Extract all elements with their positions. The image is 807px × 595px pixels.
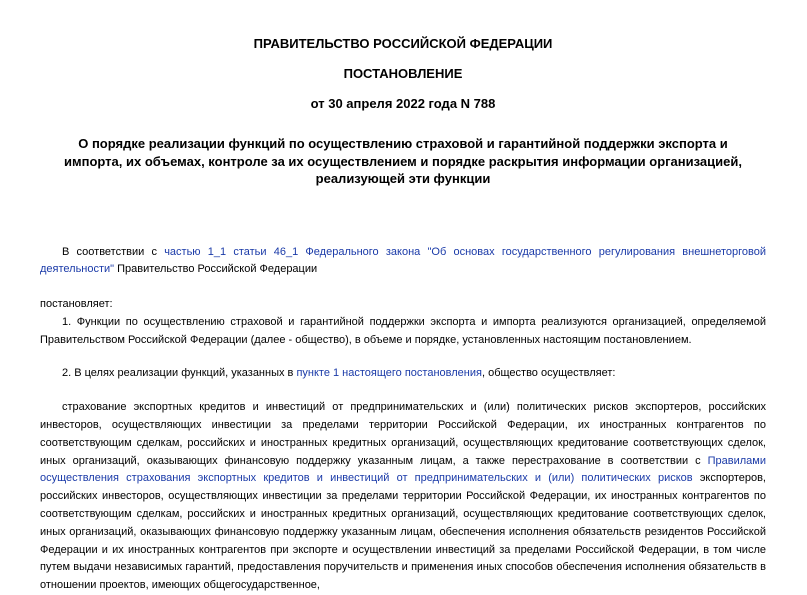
clause-2-text-before: 2. В целях реализации функций, указанных в (62, 367, 297, 380)
document-title: О порядке реализации функций по осуществлению страховой и гарантийной поддержки экспорта и импорта, их объемах, контроле за их осуществлением и порядке раскрытия информации организацией, реализующей эти функции (64, 136, 742, 186)
clause-2-text-after: , общество осуществляет: (481, 367, 616, 380)
clause-1-paragraph: 1. Функции по осуществлению страховой и гарантийной поддержки экспорта и импорта реализуются организацией, определяемой Правительством Российской Федерации (далее - общество), в объеме и порядке, установленных настоящим постановлением. (40, 315, 766, 346)
clause-2-paragraph (40, 365, 766, 383)
federal-law-link[interactable]: частью 1_1 статьи 46_1 Федерального закона "Об основах государственного регулирования внешнеторговой деятельности" (40, 245, 766, 276)
preamble-text-before: В соответствии с (62, 245, 165, 258)
government-heading: ПРАВИТЕЛЬСТВО РОССИЙСКОЙ ФЕДЕРАЦИИ (253, 36, 553, 51)
document-page (40, 0, 766, 595)
preamble-text-after: Правительство Российской Федерации (114, 263, 318, 276)
clause-2-item-paragraph (40, 399, 766, 595)
insurance-rules-link[interactable]: Правилами осуществления страхования экспортных кредитов и инвестиций от предпринимательских и (или) политических рисков (40, 454, 766, 485)
preamble-paragraph (40, 244, 766, 280)
clause-2-item-text-before: страхование экспортных кредитов и инвестиций от предпринимательских и (или) политических рисков экспортеров, российских инвесторов, осуществляющих инвестиции за пределами территории Российской Федерации, их иностранных контрагентов по соответствующим сделкам, российских и иностранных кредитных организаций, осуществляющих кредитование соответствующих сделок, иных организаций, оказывающих финансовую поддержку указанным лицам, а также перестрахование в соответствии с (40, 401, 766, 467)
date-number-heading: от 30 апреля 2022 года N 788 (310, 96, 496, 111)
clause-2-item-text-after: экспортеров, российских инвесторов, осуществляющих инвестиции за пределами территории Российской Федерации, их иностранных контрагентов по соответствующим сделкам, российских и иностранных кредитных организаций, осуществляющих кредитование соответствующих сделок, иных организаций, оказывающих финансовую поддержку указанным лицам, обеспечения исполнения обязательств резидентов Российской Федерации и их иностранных контрагентов при экспорте и осуществлении инвестиций за пределами Российской Федерации, в том числе путем выдачи независимых гарантий, предоставления поручительств и применения иных способов обеспечения исполнения обязательств в отношении проектов, имеющих общегосударственное, (40, 472, 766, 592)
resolves-text: постановляет: (40, 298, 113, 311)
document-type-heading: ПОСТАНОВЛЕНИЕ (343, 66, 463, 81)
clause-1-reference-link[interactable]: пункте 1 настоящего постановления (296, 367, 482, 380)
